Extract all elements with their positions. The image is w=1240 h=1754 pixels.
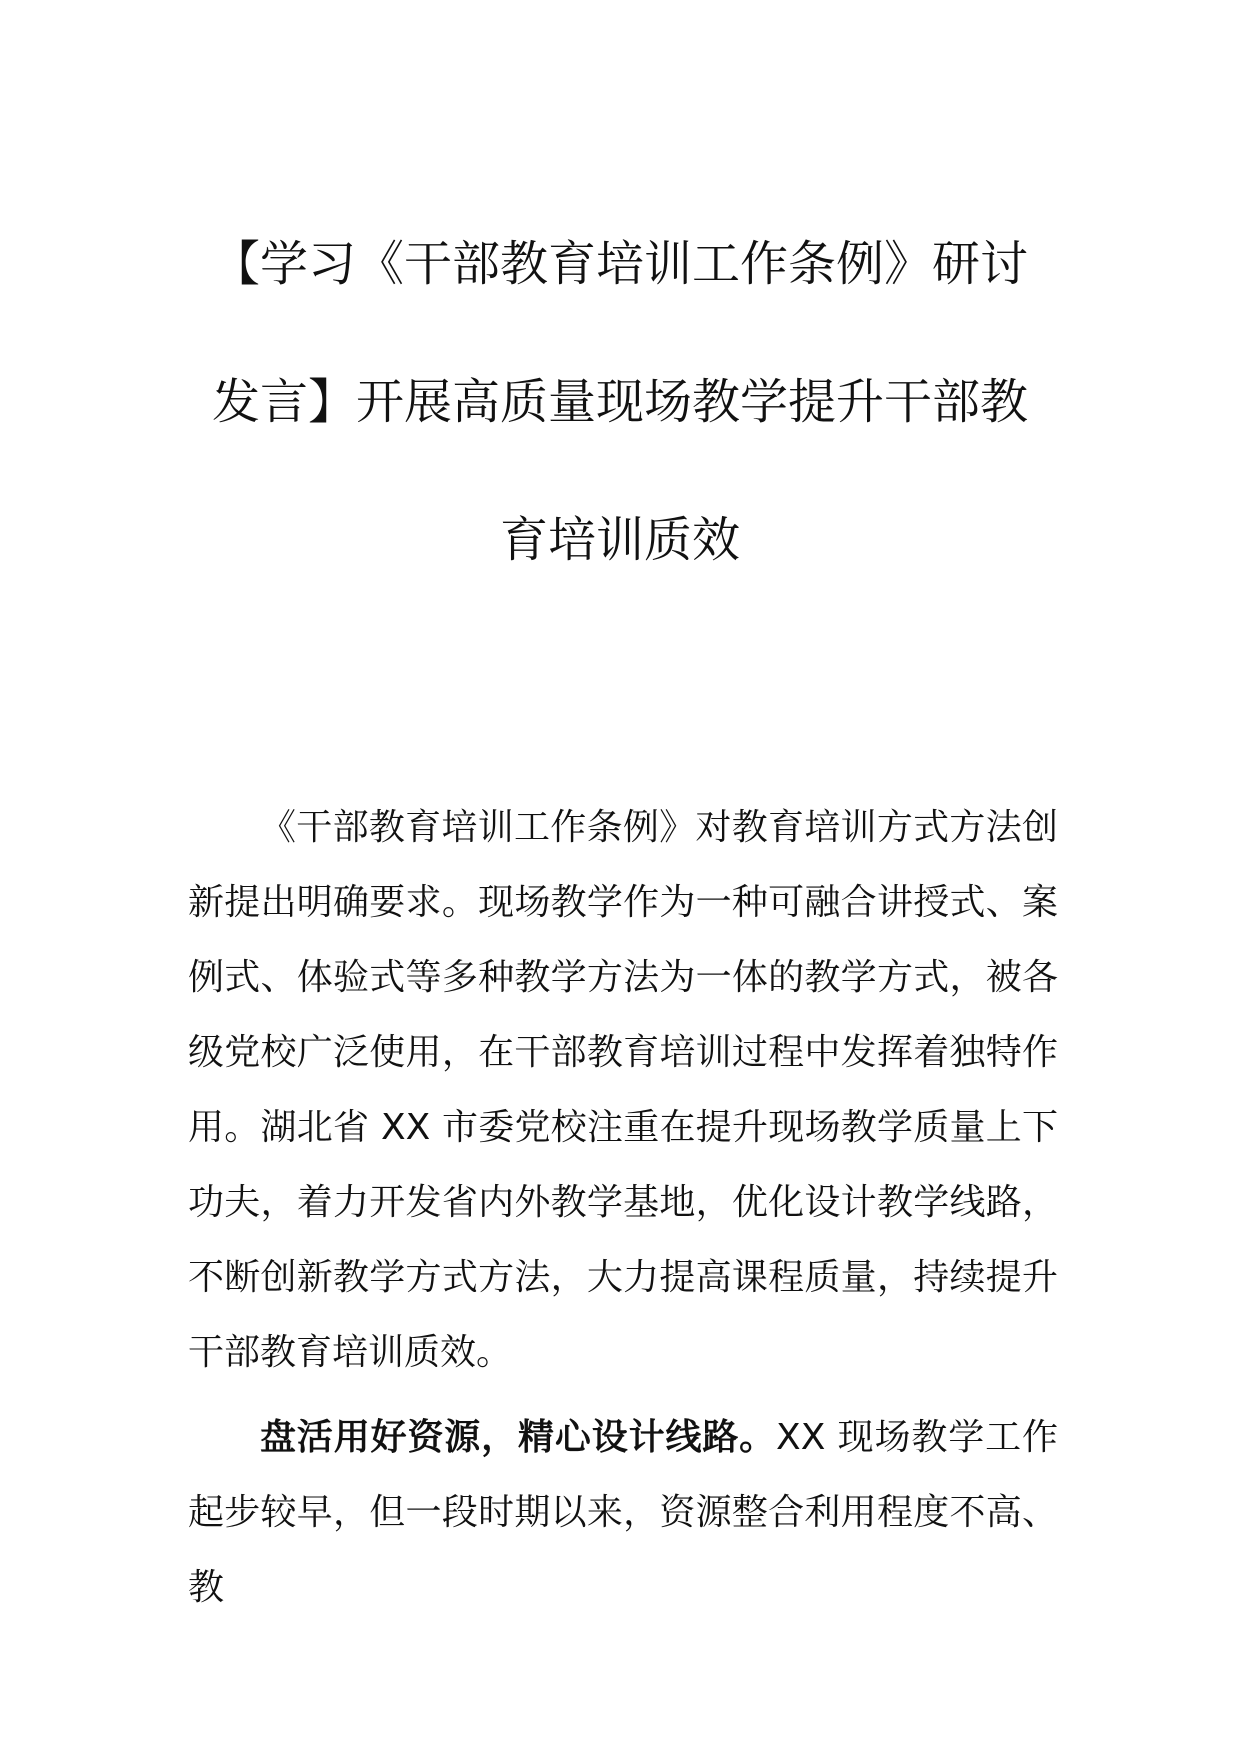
paragraph-text: 《干部教育培训工作条例》对教育培训方式方法创新提出明确要求。现场教学作为一种可融合讲授式、案例式、体验式等多种教学方法为一体的教学方式，被各级党校广泛使用，在干部教育培训过程中发挥着独特作用。湖北省 XX 市委党校注重在提升现场教学质量上下功夫，着力开发省内外教学基地，优化设计教学线路，不断创新教学方式方法，大力提高课程质量，持续提升干部教育培训质效。: [188, 807, 1058, 1373]
paragraph-resources: [188, 1400, 1058, 1625]
paragraph-lead: 盘活用好资源，精心设计线路。: [260, 1417, 777, 1458]
document-body: [188, 790, 1058, 1635]
paragraph-text: XX 现场教学工作起步较早，但一段时期以来，资源整合利用程度不高、教: [188, 1417, 1058, 1608]
document-title: 【学习《干部教育培训工作条例》研讨发言】开展高质量现场教学提升干部教育培训质效: [211, 236, 1028, 568]
paragraph-intro: [188, 790, 1058, 1390]
